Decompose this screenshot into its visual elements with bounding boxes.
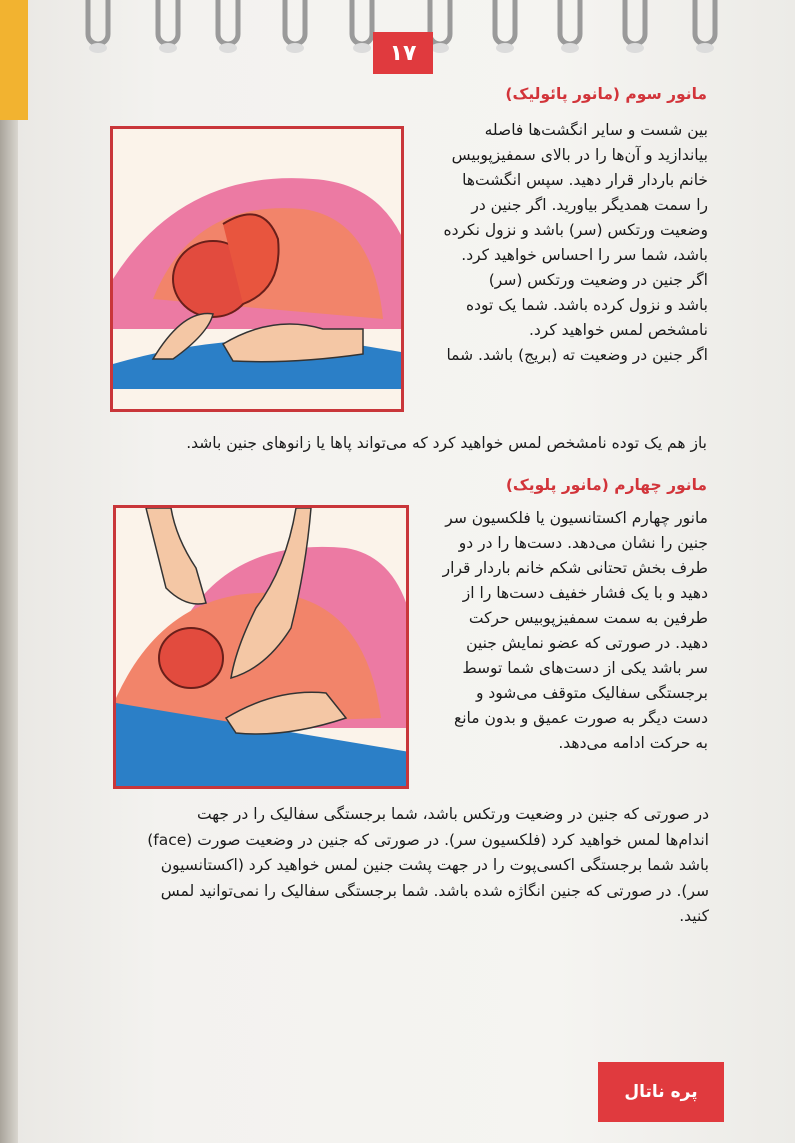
text-line: اندام‌ها لمس خواهید کرد (فلکسیون سر). در صورتی که جنین در وضعیت صورت (face)	[147, 830, 709, 849]
section3-title: مانور سوم (مانور پائولیک)	[505, 85, 707, 103]
text-line: وضعیت ورتکس (سر) باشد و نزول نکرده	[443, 221, 708, 239]
section4-title: مانور چهارم (مانور پلویک)	[505, 476, 707, 494]
page-number: ۱۷	[373, 32, 433, 74]
text-line: باشد و نزول کرده باشد. شما یک توده	[466, 296, 708, 314]
text-line: طرف بخش تحتانی شکم خانم باردار قرار	[442, 559, 708, 577]
section4-body-narrow	[410, 506, 708, 756]
page-edge	[0, 0, 18, 1143]
text-line: طرفین به سمت سمفیزپوبیس حرکت	[468, 609, 708, 627]
section3-body-wide	[110, 431, 707, 456]
text-line: باشد شما برجستگی اکسی‌پوت را در جهت پشت جنین لمس خواهید کرد (اکستانسیون	[160, 856, 709, 874]
text-line: نامشخص لمس خواهید کرد.	[528, 321, 708, 339]
text-line: دهید و با یک فشار خفیف دست‌ها را از	[462, 584, 708, 602]
section3-body-narrow	[408, 118, 708, 368]
text-line: اگر جنین در وضعیت ته (بریج) باشد. شما	[446, 346, 708, 364]
text-line: برجستگی سفالیک متوقف می‌شود و	[475, 684, 708, 702]
figure-pelvic-maneuver	[113, 505, 409, 789]
text-line: دهید. در صورتی که عضو نمایش جنین	[466, 634, 708, 652]
chapter-tab: پره ناتال	[598, 1062, 724, 1122]
text-line: اگر جنین در وضعیت ورتکس (سر)	[488, 271, 708, 289]
figure-pawlik-maneuver	[110, 126, 404, 412]
text-line: سر باشد یکی از دست‌های شما توسط	[462, 659, 708, 677]
pawlik-illustration-icon	[113, 129, 401, 409]
text-line: به حرکت ادامه می‌دهد.	[558, 734, 708, 752]
text-line: دست دیگر به صورت عمیق و بدون مانع	[453, 709, 708, 727]
text-line: را سمت همدیگر بیاورید. اگر جنین در	[471, 196, 708, 214]
text-line: جنین را نشان می‌دهد. دست‌ها را در دو	[458, 534, 708, 552]
pelvic-illustration-icon	[116, 508, 406, 786]
text-line: کنید.	[679, 907, 709, 925]
text-line: باشد، شما سر را احساس خواهید کرد.	[461, 246, 708, 264]
text-line: سر). در صورتی که جنین انگاژه شده باشد. شما برجستگی سفالیک را نمی‌توانید لمس	[160, 881, 709, 900]
text-line: بین شست و سایر انگشت‌ها فاصله	[484, 121, 708, 139]
text-line: در صورتی که جنین در وضعیت ورتکس باشد، شما برجستگی سفالیک را در جهت	[197, 805, 709, 823]
text-line: مانور چهارم اکستانسیون یا فلکسیون سر	[445, 509, 708, 527]
text-line: باز هم یک توده نامشخص لمس خواهید کرد که می‌تواند پاها یا زانوهای جنین باشد.	[186, 434, 707, 452]
text-line: خانم باردار قرار دهید. سپس انگشت‌ها	[462, 171, 708, 189]
section4-body-wide	[112, 802, 709, 930]
text-line: بیاندازید و آن‌ها را در بالای سمفیزپوبیس	[451, 146, 708, 164]
